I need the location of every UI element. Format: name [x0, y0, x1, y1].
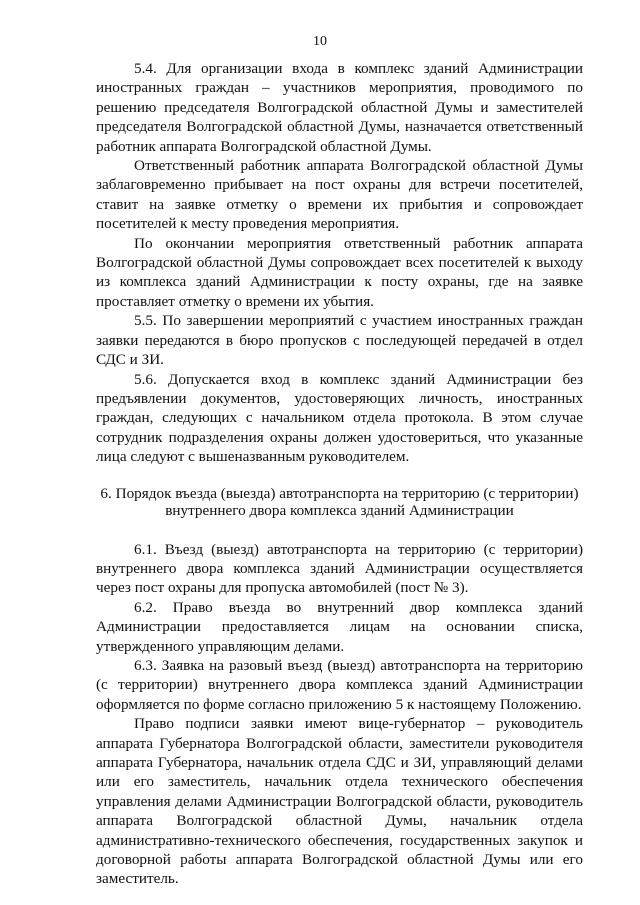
- paragraph-6-1: 6.1. Въезд (выезд) автотранспорта на территорию (с территории) внутреннего двора комплекса зданий Администрации осуществляется через пост охраны для пропуска автомобилей (пост № 3).: [96, 540, 583, 597]
- section-6-heading: 6. Порядок въезда (выезда) автотранспорта на территорию (с территории) внутреннего двора комплекса зданий Администрации: [100, 484, 579, 519]
- paragraph-after-event: По окончании мероприятия ответственный работник аппарата Волгоградской областной Думы сопровождает всех посетителей к выходу из комплекса зданий Администрации к посту охраны, где на заявке проставляет отметку о времени их убытия.: [96, 234, 583, 310]
- paragraph-5-6: 5.6. Допускается вход в комплекс зданий Администрации без предъявлении документов, удостоверяющих личность, иностранных граждан, следующих с начальником отдела протокола. В этом случае сотрудник подразделения охраны должен удостовериться, что указанные лица следуют с вышеназванным руководителем.: [96, 370, 583, 466]
- paragraph-6-3: 6.3. Заявка на разовый въезд (выезд) автотранспорта на территорию (с территории) внутреннего двора комплекса зданий Администрации оформляется по форме согласно приложению 5 к настоящему Положению.: [96, 656, 583, 713]
- paragraph-6-2: 6.2. Право въезда во внутренний двор комплекса зданий Администрации предоставляется лицам на основании списка, утвержденного управляющим делами.: [96, 598, 583, 655]
- paragraph-responsible-worker: Ответственный работник аппарата Волгоградской областной Думы заблаговременно прибывает на пост охраны для встречи посетителей, ставит на заявке отметку о времени их прибытия и сопровождает посетителей к месту проведения мероприятия.: [96, 157, 583, 233]
- paragraph-signature-rights: Право подписи заявки имеют вице-губернатор – руководитель аппарата Губернатора Волгоградской области, заместители руководителя аппарата Губернатора, начальник отдела СДС и ЗИ, управляющий делами или его заместитель, начальник отдела технического обеспечения управления делами Администрации Волгоградской области, руководитель аппарата Волгоградской областной Думы, начальник отдела административно-технического обеспечения, государственных закупок и договорной работы аппарата Волгоградской областной Думы или его заместитель.: [96, 715, 583, 888]
- page-number: 10: [313, 34, 327, 49]
- paragraph-5-5: 5.5. По завершении мероприятий с участием иностранных граждан заявки передаются в бюро пропусков с последующей передачей в отдел СДС и ЗИ.: [96, 312, 583, 369]
- paragraph-5-4: 5.4. Для организации входа в комплекс зданий Администрации иностранных граждан – участников мероприятия, проводимого по решению председателя Волгоградской областной Думы и заместителей председателя Волгоградской областной Думы, назначается ответственный работник аппарата Волгоградской областной Думы.: [96, 60, 583, 155]
- document-body: [96, 59, 583, 889]
